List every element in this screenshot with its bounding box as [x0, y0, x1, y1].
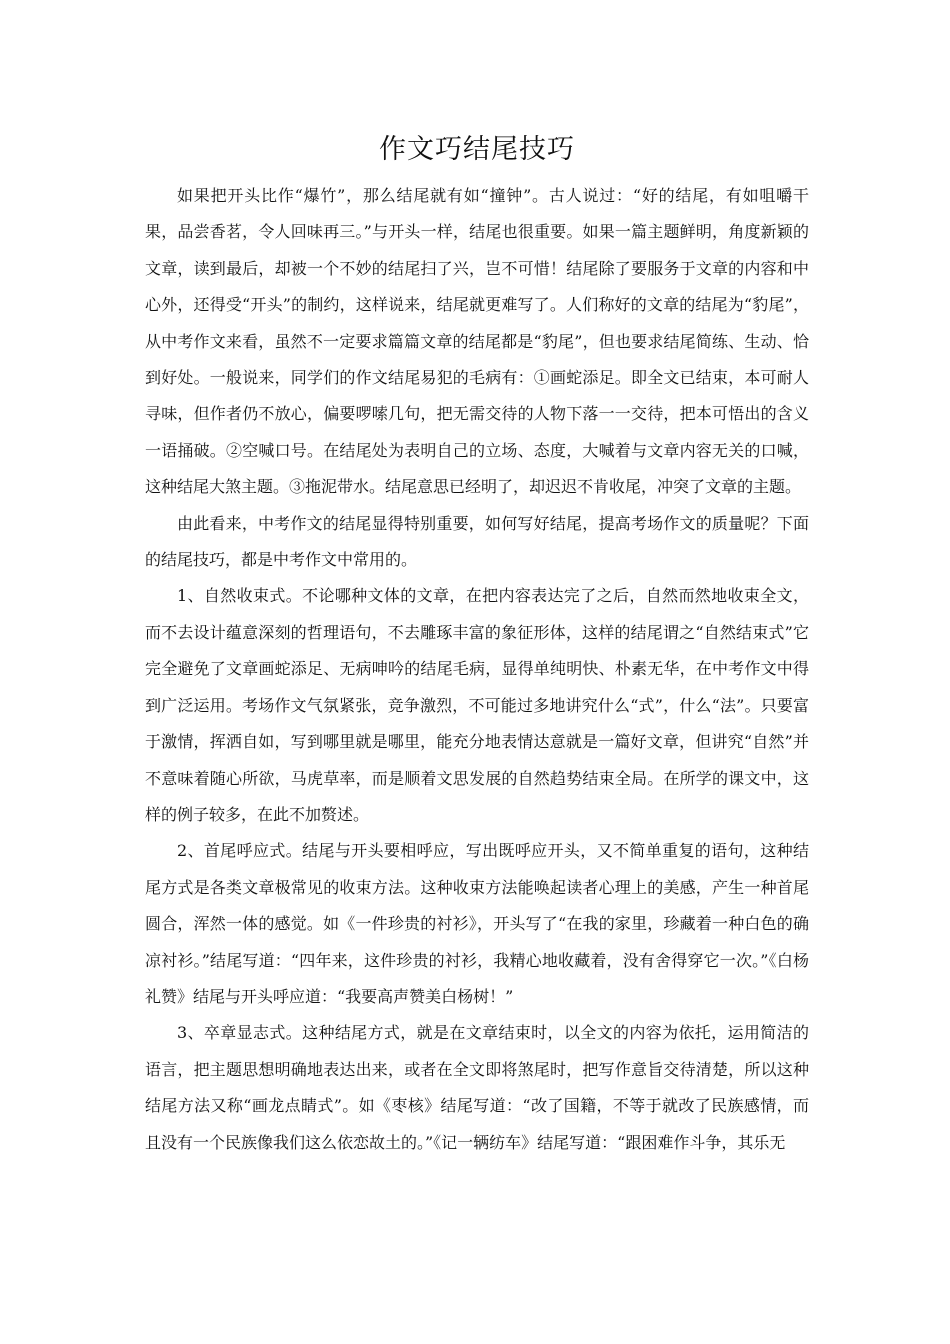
document-page [145, 128, 809, 1161]
paragraph-transition: 由此看来，中考作文的结尾显得特别重要，如何写好结尾，提高考场作文的质量呢？下面的结尾技巧，都是中考作文中常用的。 [145, 513, 809, 570]
paragraph-intro: 如果把开头比作“爆竹”，那么结尾就有如“撞钟”。古人说过：“好的结尾，有如咀嚼干果，品尝香茗，令人回味再三。”与开头一样，结尾也很重要。如果一篇主题鲜明，角度新颖的文章，读到最后，却被一个不妙的结尾扫了兴，岂不可惜！结尾除了要服务于文章的内容和中心外，还得受“开头”的制约，这样说来，结尾就更难写了。人们称好的文章的结尾为“豹尾”，从中考作文来看，虽然不一定要求篇篇文章的结尾都是“豹尾”，但也要求结尾简练、生动、恰到好处。一般说来，同学们的作文结尾易犯的毛病有：①画蛇添足。即全文已结束，本可耐人寻味，但作者仍不放心，偏要啰嗦几句，把无需交待的人物下落一一交待，把本可悟出的含义一语捅破。②空喊口号。在结尾处为表明自己的立场、态度，大喊着与文章内容无关的口喊，这种结尾大煞主题。③拖泥带水。结尾意思已经明了，却迟迟不肯收尾，冲突了文章的主题。 [145, 186, 809, 497]
document-title: 作文巧结尾技巧 [379, 134, 575, 165]
paragraph-method-1: 1、自然收束式。不论哪种文体的文章，在把内容表达完了之后，自然而然地收束全文，而不去设计蕴意深刻的哲理语句，不去雕琢丰富的象征形体，这样的结尾谓之“自然结束式”它完全避免了文章画蛇添足、无病呻吟的结尾毛病，显得单纯明快、朴素无华，在中考作文中得到广泛运用。考场作文气氛紧张，竞争激烈，不可能过多地讲究什么“式”，什么“法”。只要富于激情，挥洒自如，写到哪里就是哪里，能充分地表情达意就是一篇好文章，但讲究“自然”并不意味着随心所欲，马虎草率，而是顺着文思发展的自然趋势结束全局。在所学的课文中，这样的例子较多，在此不加赘述。 [145, 586, 809, 824]
paragraph-method-2: 2、首尾呼应式。结尾与开头要相呼应，写出既呼应开头，又不简单重复的语句，这种结尾方式是各类文章极常见的收束方法。这种收束方法能唤起读者心理上的美感，产生一种首尾圆合，浑然一体的感觉。如《一件珍贵的衬衫》，开头写了“在我的家里，珍藏着一种白色的确凉衬衫。”结尾写道：“四年来，这件珍贵的衬衫，我精心地收藏着，没有舍得穿它一次。”《白杨礼赞》结尾与开头呼应道：“我要高声赞美白杨树！” [145, 841, 809, 1006]
paragraph-method-3: 3、卒章显志式。这种结尾方式，就是在文章结束时，以全文的内容为依托，运用简洁的语言，把主题思想明确地表达出来，或者在全文即将煞尾时，把写作意旨交待清楚，所以这种结尾方法又称“画龙点睛式”。如《枣核》结尾写道：“改了国籍，不等于就改了民族感情，而且没有一个民族像我们这么依恋故土的。”《记一辆纺车》结尾写道：“跟困难作斗争，其乐无 [145, 1023, 809, 1152]
